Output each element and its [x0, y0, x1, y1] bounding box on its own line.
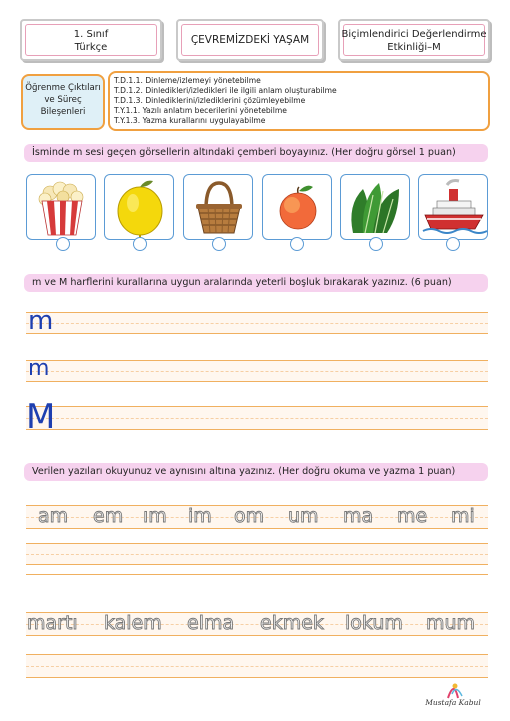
signature-text: Mustafa Kabul [425, 698, 481, 707]
answer-circle-lemon[interactable] [133, 237, 147, 251]
page-title: ÇEVREMİZDEKİ YAŞAM [190, 34, 310, 46]
trace-word: im [188, 505, 212, 527]
signature-logo [418, 678, 488, 714]
trace-word: om [234, 505, 265, 527]
trace-word: ekmek [260, 612, 324, 634]
subject-label: Türkçe [74, 42, 108, 53]
grade-box [20, 19, 162, 61]
objectives-label-line-2: ve Süreç [44, 95, 82, 105]
model-letter-m-1: m [28, 306, 54, 336]
writing-line-capital-m-midline [26, 418, 488, 419]
answer-circle-popcorn[interactable] [56, 237, 70, 251]
grade-label: 1. Sınıf [73, 29, 109, 40]
trace-word: am [38, 505, 69, 527]
picture-card-ship [418, 174, 488, 240]
trace-word: lokum [345, 612, 403, 634]
task2-instruction: m ve M harflerini kurallarına uygun aralarında yeterli boşluk bırakarak yazınız. (6 puan) [24, 274, 488, 292]
task1-instruction: İsminde m sesi geçen görsellerin altındaki çemberi boyayınız. (Her doğru görsel 1 puan) [24, 144, 488, 162]
trace-line-words-midline [26, 624, 488, 625]
picture-card-basket [183, 174, 253, 240]
objective-item: T.Y.1.3. Yazma kurallarını uygulayabilme [114, 116, 266, 125]
trace-word: ım [143, 505, 167, 527]
trace-word: ma [343, 505, 374, 527]
title-box [176, 19, 324, 61]
picture-card-lemon [104, 174, 174, 240]
answer-circle-lettuce[interactable] [369, 237, 383, 251]
trace-word: mi [451, 505, 475, 527]
popcorn-icon [27, 175, 97, 241]
ship-icon [419, 175, 489, 241]
objectives-list-box [108, 71, 490, 131]
model-letter-capital-m: M [26, 397, 56, 437]
lettuce-icon [341, 175, 411, 241]
trace-word: kalem [104, 612, 162, 634]
objective-item: T.D.1.1. Dinleme/izlemeyi yönetebilme [114, 76, 261, 85]
lemon-icon [105, 175, 175, 241]
trace-word: mum [426, 612, 476, 634]
trace-word: me [397, 505, 428, 527]
model-letter-m-2: m [28, 356, 50, 381]
answer-circle-basket[interactable] [212, 237, 226, 251]
evaluation-line-1: Biçimlendirici Değerlendirme [341, 29, 487, 40]
picture-card-lettuce [340, 174, 410, 240]
evaluation-box [338, 19, 490, 61]
objectives-label-line-1: Öğrenme Çıktıları [25, 83, 101, 93]
answer-circle-ship[interactable] [446, 237, 460, 251]
answer-line-words-midline [26, 666, 488, 667]
answer-circle-peach[interactable] [290, 237, 304, 251]
writing-line-m-2-midline [26, 371, 488, 372]
trace-word: em [93, 505, 124, 527]
picture-card-peach [262, 174, 332, 240]
task3-instruction: Verilen yazıları okuyunuz ve aynısını altına yazınız. (Her doğru okuma ve yazma 1 puan) [24, 463, 488, 481]
objectives-label-box [21, 74, 105, 130]
objective-item: T.Y.1.1. Yazılı anlatım becerilerini yönetebilme [114, 106, 287, 115]
answer-line-syllables-2[interactable] [26, 574, 488, 594]
answer-line-syllables-midline [26, 554, 488, 555]
peach-icon [263, 175, 333, 241]
objectives-label-line-3: Bileşenleri [40, 107, 86, 117]
picture-card-popcorn [26, 174, 96, 240]
trace-word: martı [27, 612, 78, 634]
writing-line-m-1-midline [26, 323, 488, 324]
basket-icon [184, 175, 254, 241]
trace-word: um [288, 505, 319, 527]
trace-word: elma [187, 612, 235, 634]
evaluation-line-2: Etkinliği–M [387, 42, 441, 53]
objective-item: T.D.1.3. Dinlediklerini/izlediklerini çözümleyebilme [114, 96, 306, 105]
objective-item: T.D.1.2. Dinledikleri/izledikleri ile ilgili anlam oluşturabilme [114, 86, 337, 95]
